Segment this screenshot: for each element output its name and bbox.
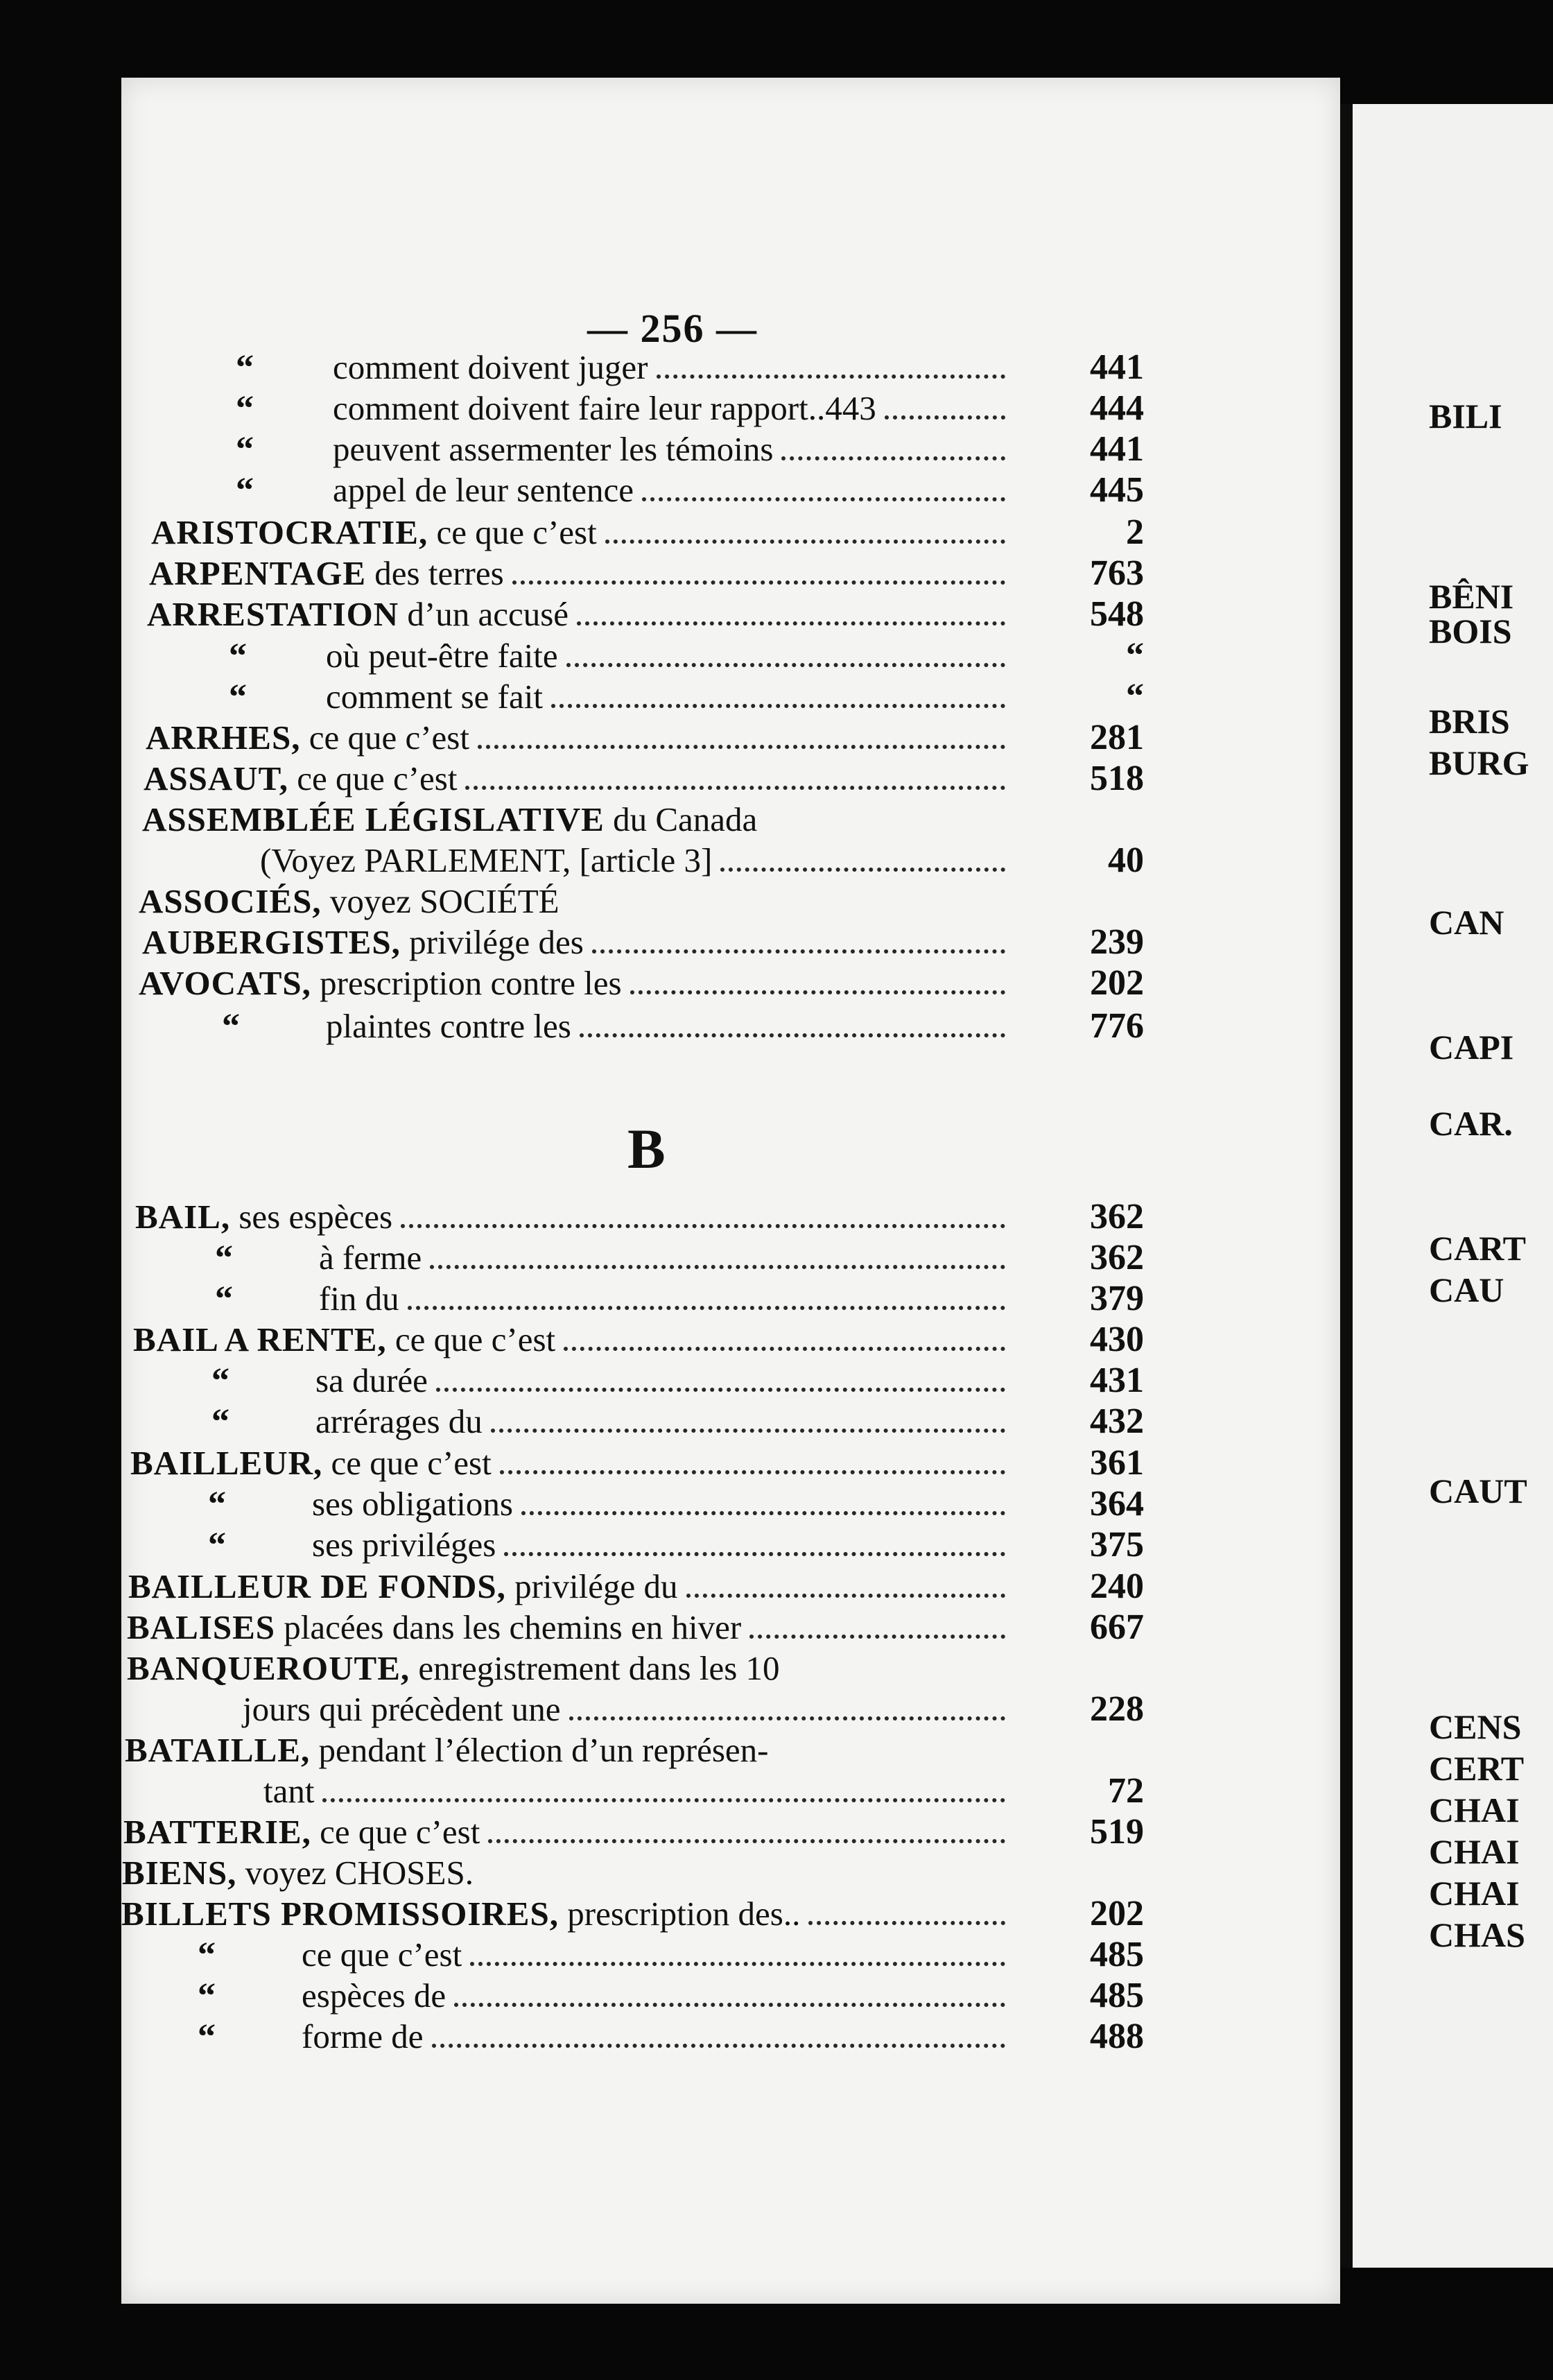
page-reference: 432 [1090,1402,1144,1441]
entry-description: sa durée [315,1361,428,1399]
page-reference: “ [1126,677,1144,716]
facing-page-entry: BURG [1429,743,1529,782]
index-entry [0,2016,1219,2058]
entry-text [133,1319,555,1361]
dot-leader [605,535,1005,544]
index-entry [0,799,1219,840]
ditto-mark: “ [215,1279,233,1319]
dot-leader [432,2040,1006,2048]
dot-leader [551,700,1005,708]
index-entry [0,1852,1219,1894]
ditto-mark: “ [198,2017,216,2057]
page-reference: “ [1126,636,1144,675]
entry-heading: ASSEMBLÉE LÉGISLATIVE [142,800,605,838]
entry-description: où peut-être faite [326,637,558,675]
entry-text [127,1607,741,1648]
entry-text [315,1360,428,1402]
ditto-mark: “ [198,1935,216,1975]
dot-leader [408,1302,1005,1310]
index-entry [0,1006,1219,1047]
page-reference: 361 [1090,1443,1144,1483]
entry-text [146,717,469,759]
dot-leader [885,411,1005,420]
entry-description: privilége des [400,923,584,961]
entry-text [121,1893,800,1935]
entry-description: (Voyez PARLEMENT, [article 3] [260,841,713,879]
index-entry [0,1442,1219,1484]
page-reference: 281 [1090,718,1144,757]
index-entry [0,1689,1219,1730]
ditto-mark: “ [236,348,254,388]
index-entry [0,1196,1219,1238]
facing-page-entry: CHAI [1429,1832,1520,1871]
facing-page-entry: CAUT [1429,1472,1527,1510]
index-entry [0,1524,1219,1566]
page-reference: 362 [1090,1238,1144,1277]
index-entry [0,1278,1219,1320]
entry-text [139,881,559,922]
dot-leader [569,1712,1005,1721]
entry-heading: ARRESTATION [147,595,399,633]
entry-heading: ARRHES, [146,718,301,757]
facing-page-entry: BILI [1429,397,1502,436]
entry-description: comment se fait [326,678,543,716]
entry-text [315,1401,483,1442]
index-entry [0,963,1219,1004]
dot-leader [488,1835,1005,1843]
page-reference: 776 [1090,1006,1144,1046]
entry-text [326,676,543,718]
entry-text [333,429,773,470]
index-entry [0,1237,1219,1279]
entry-text [312,1524,496,1566]
entry-heading: ARISTOCRATIE, [151,513,428,551]
entry-heading: AVOCATS, [139,964,311,1002]
page-reference: 375 [1090,1525,1144,1564]
index-entry [0,922,1219,963]
index-entry [0,1483,1219,1525]
entry-text [128,1566,678,1607]
entry-description: ses espèces [230,1198,393,1236]
entry-description: fin du [319,1279,399,1318]
index-entry [0,717,1219,759]
entry-text [319,1278,399,1320]
index-entry [0,553,1219,594]
index-entry [0,347,1219,388]
entry-heading: BAILLEUR DE FONDS, [128,1567,506,1605]
index-entry [0,1566,1219,1607]
index-entry [0,1607,1219,1648]
ditto-mark: “ [229,637,247,676]
index-entry [0,676,1219,718]
entry-description: des terres [366,554,504,592]
ditto-mark: “ [236,471,254,510]
entry-text [144,758,457,800]
entry-heading: BANQUEROUTE, [127,1649,410,1687]
dot-leader [749,1630,1005,1639]
entry-description: comment doivent faire leur rapport..443 [333,389,876,427]
entry-description: jours qui précèdent une [243,1690,561,1728]
entry-heading: AUBERGISTES, [142,923,401,961]
index-entry [0,881,1219,922]
ditto-mark: “ [229,678,247,717]
index-entry [0,1648,1219,1689]
page-reference: 430 [1090,1320,1144,1359]
entry-description: forme de [302,2017,424,2055]
ditto-mark: “ [236,389,254,429]
entry-description: enregistrement dans les 10 [410,1649,780,1687]
entry-description: ce que c’est [302,1935,462,1974]
page-reference: 239 [1090,922,1144,962]
entry-text [142,922,584,963]
entry-description: ce que c’est [288,759,458,797]
entry-description: comment doivent juger [333,348,648,386]
entry-description: ses obligations [312,1485,513,1523]
facing-page-entry: CHAI [1429,1791,1520,1829]
entry-heading: ARPENTAGE [149,554,367,592]
page-reference: 202 [1090,963,1144,1003]
entry-description: ce que c’est [311,1813,480,1851]
page-reference: 485 [1090,1976,1144,2015]
entry-description: ce que c’est [300,718,469,757]
facing-page-entry: CHAI [1429,1874,1520,1913]
dot-leader [500,1466,1005,1474]
entry-heading: BAIL A RENTE, [133,1320,387,1359]
entry-text [127,1648,780,1689]
page-reference: 431 [1090,1361,1144,1400]
entry-text [263,1770,314,1812]
ditto-mark: “ [215,1239,233,1278]
page-reference: 362 [1090,1197,1144,1236]
index-entry [0,388,1219,429]
dot-leader [592,945,1005,954]
entry-heading: BATAILLE, [125,1731,311,1769]
index-entry [0,1770,1219,1812]
page-reference: 240 [1090,1567,1144,1606]
entry-text [333,388,876,429]
entry-text [149,553,504,594]
index-entry [0,1811,1219,1853]
index-entry [0,1319,1219,1361]
entry-text [123,1811,480,1853]
index-entry [0,594,1219,635]
dot-leader [465,782,1005,790]
dot-leader [512,576,1005,585]
entry-description: ce que c’est [322,1444,492,1482]
page-reference: 488 [1090,2017,1144,2056]
index-entry [0,1730,1219,1771]
page-reference: 444 [1090,388,1144,428]
facing-page-entry: CAU [1429,1270,1504,1309]
entry-description: placées dans les chemins en hiver [275,1608,742,1646]
page-reference: 763 [1090,553,1144,593]
ditto-mark: “ [211,1361,229,1401]
entry-description: prescription contre les [311,964,622,1002]
entry-description: arrérages du [315,1402,483,1440]
entry-text [122,1852,474,1894]
entry-text [326,635,558,677]
entry-heading: BATTERIE, [123,1813,311,1851]
entry-text [333,469,634,511]
ditto-mark: “ [236,430,254,469]
dot-leader [491,1424,1005,1433]
entry-heading: BILLETS PROMISSOIRES, [121,1895,559,1933]
entry-text [147,594,569,635]
entry-text [312,1483,513,1525]
index-entry [0,758,1219,800]
entry-description: ce que c’est [428,513,597,551]
entry-text [142,799,757,840]
dot-leader [630,986,1005,994]
page-reference: 72 [1108,1771,1144,1811]
entry-description: pendant l’élection d’un représen- [310,1731,769,1769]
dot-leader [686,1589,1005,1598]
dot-leader [580,1029,1005,1037]
facing-page-entry: BOIS [1429,612,1512,650]
dot-leader [521,1507,1005,1515]
page-reference: 485 [1090,1935,1144,1974]
entry-text [326,1006,571,1047]
index-entry [0,469,1219,511]
entry-description: à ferme [319,1239,422,1277]
entry-heading: BIENS, [122,1854,237,1892]
page-reference: 364 [1090,1484,1144,1524]
ditto-mark: “ [208,1526,226,1565]
facing-page-entry: BÊNI [1429,577,1514,616]
index-entry [0,1975,1219,2017]
entry-description: tant [263,1772,315,1810]
ditto-mark: “ [208,1485,226,1524]
entry-description: ses priviléges [312,1526,496,1564]
page-reference: 228 [1090,1689,1144,1729]
dot-leader [430,1261,1005,1269]
entry-description: ce que c’est [386,1320,556,1359]
index-entry [0,429,1219,470]
index-entry [0,840,1219,881]
entry-description: appel de leur sentence [333,471,634,509]
dot-leader [322,1794,1005,1802]
ditto-mark: “ [211,1402,229,1442]
dot-leader [454,1999,1005,2007]
index-entry [0,1360,1219,1402]
page-reference: 441 [1090,429,1144,469]
dot-leader [401,1220,1005,1228]
dot-leader [720,863,1005,872]
dot-leader [436,1383,1005,1392]
entry-text [302,2016,424,2058]
ditto-mark: “ [222,1007,240,1046]
page-reference: 548 [1090,594,1144,634]
index-entry [0,1934,1219,1976]
facing-page-entry: BRIS [1429,702,1510,741]
page-reference: 379 [1090,1279,1144,1318]
entry-description: voyez CHOSES. [236,1854,474,1892]
dot-leader [781,452,1005,460]
entry-description: peuvent assermenter les témoins [333,430,774,468]
entry-heading: BAILLEUR, [130,1444,323,1482]
entry-description: prescription des.. [559,1895,801,1933]
entry-description: voyez SOCIÉTÉ [321,882,559,920]
dot-leader [577,617,1005,626]
dot-leader [470,1958,1005,1966]
entry-text [302,1975,446,2017]
index-entry [0,1893,1219,1935]
entry-description: espèces de [302,1976,446,2015]
entry-text [260,840,712,881]
dot-leader [808,1917,1005,1925]
entry-text [243,1689,561,1730]
entry-text [135,1196,392,1238]
facing-page-entry: CART [1429,1229,1526,1268]
page-reference: 667 [1090,1607,1144,1647]
dot-leader [657,370,1006,379]
entry-text [302,1934,462,1976]
dot-leader [564,1343,1005,1351]
page-reference: 441 [1090,347,1144,387]
dot-leader [566,659,1005,667]
entry-text [319,1237,422,1279]
entry-heading: BALISES [127,1608,276,1646]
index-entry [0,512,1219,553]
section-letter: B [627,1117,666,1180]
ditto-mark: “ [198,1976,216,2016]
facing-page-entry: CAR. [1429,1104,1513,1143]
entry-text [139,963,622,1004]
entry-description: du Canada [604,800,758,838]
index-entry [0,1401,1219,1442]
page-reference: 202 [1090,1894,1144,1933]
entry-description: d’un accusé [399,595,569,633]
dot-leader [504,1548,1005,1556]
entry-text [125,1730,768,1771]
facing-page-entry: CHAS [1429,1915,1525,1954]
entry-text [333,347,648,388]
dot-leader [642,493,1005,501]
index-entry [0,635,1219,677]
page-reference: 518 [1090,759,1144,798]
facing-page-entry: CERT [1429,1749,1525,1788]
entry-text [130,1442,492,1484]
entry-description: privilége du [505,1567,678,1605]
entry-text [151,512,597,553]
facing-page-entry: CENS [1429,1707,1522,1746]
facing-page-entry: CAPI [1429,1028,1514,1067]
page-reference: 40 [1108,840,1144,880]
dot-leader [478,741,1005,749]
entry-heading: ASSOCIÉS, [139,882,322,920]
page-reference: 2 [1126,512,1144,552]
facing-page-entry: CAN [1429,903,1504,942]
page-reference: 445 [1090,470,1144,510]
page-number: — 256 — [587,306,758,351]
entry-heading: ASSAUT, [144,759,288,797]
entry-heading: BAIL, [135,1198,231,1236]
entry-description: plaintes contre les [326,1007,571,1045]
page-reference: 519 [1090,1812,1144,1852]
